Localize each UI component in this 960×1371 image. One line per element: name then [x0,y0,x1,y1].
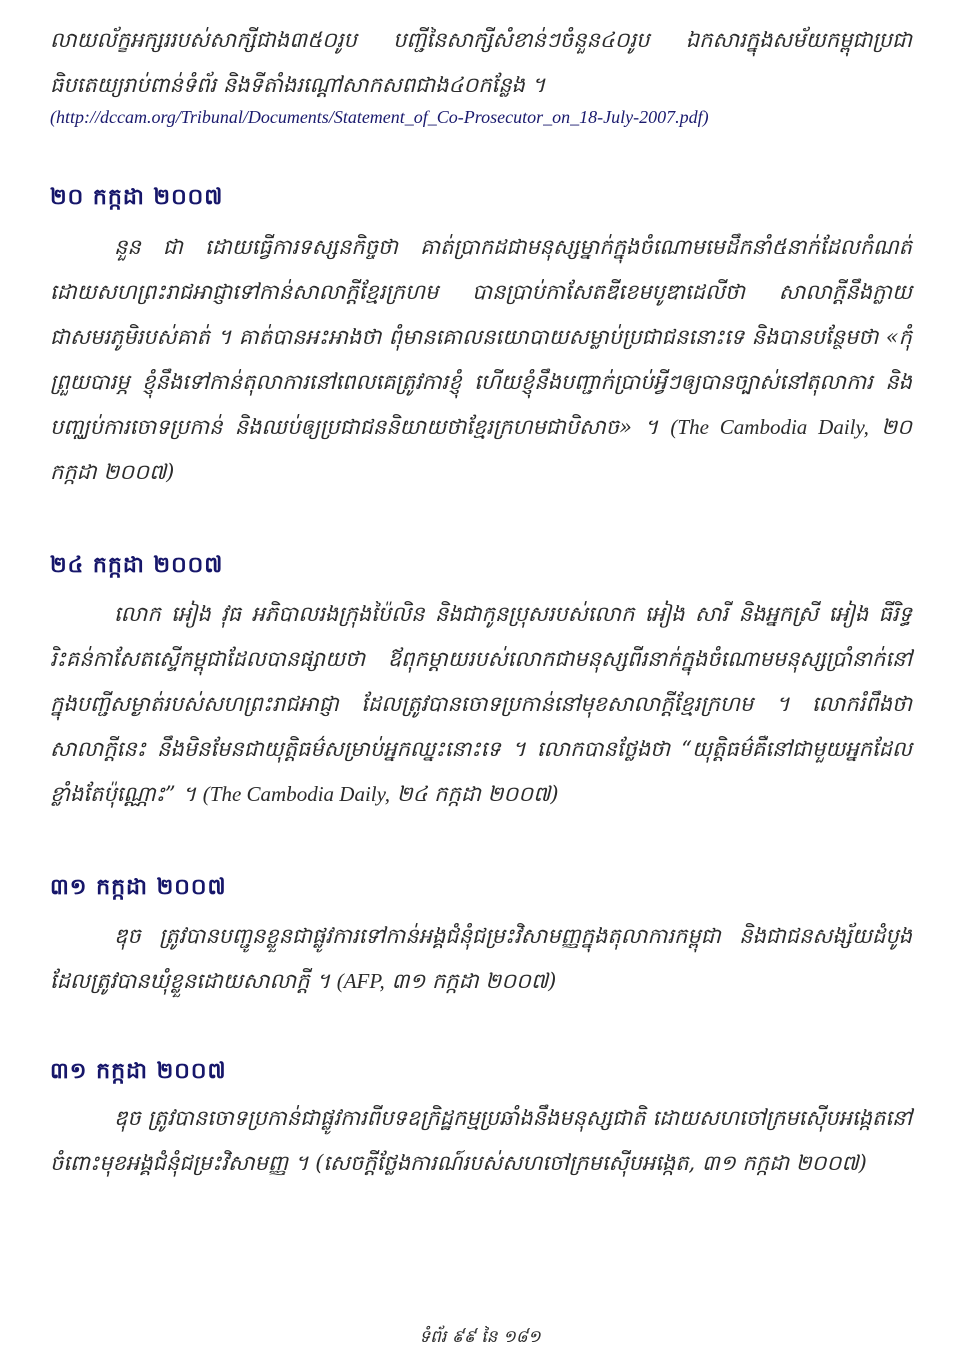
entry-source-date: ៣១ កក្កដា ២០០៧) [701,1151,867,1175]
entry-source: (សេចក្តីថ្លែងការណ៍របស់សហចៅក្រមស៊ើបអង្កេត, [315,1151,696,1175]
page-number: ទំព័រ ៩៩ នៃ ១៨១ [419,1327,541,1347]
entry-source-date: ២០ កក្កដា ២០០៧) [50,415,912,484]
entry-date-heading: ២០ កក្កដា ២០០៧ [50,185,224,210]
entry-source: (The Cambodia Daily, [202,782,391,806]
entry-source: (AFP, [336,969,385,993]
entry-text: ឌុច ត្រូវបានបញ្ជូនខ្លួនជាផ្លូវការទៅកាន់អង្គជំនុំជម្រះវិសាមញ្ញក្នុងតុលាការកម្ពុជា និងជាជនសង្ស័យដំបូងដែលត្រូវបានឃុំខ្លួនដោយសាលាក្តី ។ [50,924,912,993]
entry-paragraph [50,592,912,817]
entry-date-heading: ២៤ កក្កដា ២០០៧ [50,553,224,578]
entry-source: (The Cambodia Daily, [670,415,869,439]
entry-date-heading: ៣១ កក្កដា ២០០៧ [50,875,227,900]
entry-text: ឌុច ត្រូវបានចោទប្រកាន់ជាផ្លូវការពីបទឧក្រិដ្ឋកម្មប្រឆាំងនឹងមនុស្សជាតិ ដោយសហចៅក្រមស៊ើបអង្កេតនៅចំពោះមុខអង្គជំនុំជម្រះវិសាមញ្ញ ។ [50,1106,912,1175]
entry-source-date: ៣១ កក្កដា ២០០៧) [391,969,557,993]
entry-paragraph [50,1096,912,1186]
intro-paragraph: លាយល័ក្ខអក្សររបស់សាក្សីជាង៣៥០រូប បញ្ជីនៃសាក្សីសំខាន់ៗចំនួន៤០រូប ឯកសារក្នុងសម័យកម្ពុជាប្រជាធិបតេយ្យរាប់ពាន់ទំព័រ និងទីតាំងរណ្តៅសាកសពជាង៤០កន្លែង ។ [50,28,912,97]
entry-paragraph [50,225,912,495]
entry-text: លោក អៀង វុធ អភិបាលរងក្រុងប៉ៃលិន និងជាកូនប្រុសរបស់លោក អៀង សារី និងអ្នកស្រី អៀង ធីរិទ្ធ រិះគន់កាសែតស្ទើកម្ពុជាដែលបានផ្សាយថា ឪពុកម្តាយរបស់លោកជាមនុស្សពីរនាក់ក្នុងចំណោមមនុស្សប្រាំនាក់នៅក្នុងបញ្ជីសម្ងាត់របស់សហព្រះរាជអាជ្ញា ដែលត្រូវបានចោទប្រកាន់នៅមុខសាលាក្តីខ្មែរក្រហម ។ លោករំពឹងថាសាលាក្តីនេះ នឹងមិនមែនជាយុត្តិធម៌សម្រាប់អ្នកឈ្នះនោះទេ ។ លោកបានថ្លែងថា “យុត្តិធម៌គឺនៅជាមួយអ្នកដែលខ្លាំងតែប៉ុណ្ណោះ” ។ [50,602,912,806]
entry-source-date: ២៤ កក្កដា ២០០៧) [396,782,559,806]
entry-date-heading: ៣១ កក្កដា ២០០៧ [50,1059,227,1084]
entry-text: នួន ជា ដោយធ្វើការទស្សនកិច្ចថា គាត់ប្រាកដជាមនុស្សម្នាក់ក្នុងចំណោមមេដឹកនាំ៥នាក់ដែលកំណត់ដោយសហព្រះរាជអាជ្ញាទៅកាន់សាលាក្តីខ្មែរក្រហម បានប្រាប់កាសែតឌីខេមបូឌាដេលីថា សាលាក្តីនឹងក្លាយជាសមរភូមិរបស់គាត់ ។ គាត់បានអះអាងថា ពុំមានគោលនយោបាយសម្លាប់ប្រជាជននោះទេ និងបានបន្ថែមថា «កុំព្រួយបារម្ភ ខ្ញុំនឹងទៅកាន់តុលាការនៅពេលគេត្រូវការខ្ញុំ ហើយខ្ញុំនឹងបញ្ជាក់ប្រាប់អ្វីៗឲ្យបានច្បាស់នៅតុលាការ និងបញ្ឈប់ការចោទប្រកាន់ និងឈប់ឲ្យប្រជាជននិយាយថាខ្មែរក្រហមជាបិសាច» ។ [50,235,912,439]
source-url-link[interactable]: (http://dccam.org/Tribunal/Documents/Statement_of_Co-Prosecutor_on_18-July-2007.pdf) [50,107,709,127]
entry-paragraph [50,914,912,1004]
